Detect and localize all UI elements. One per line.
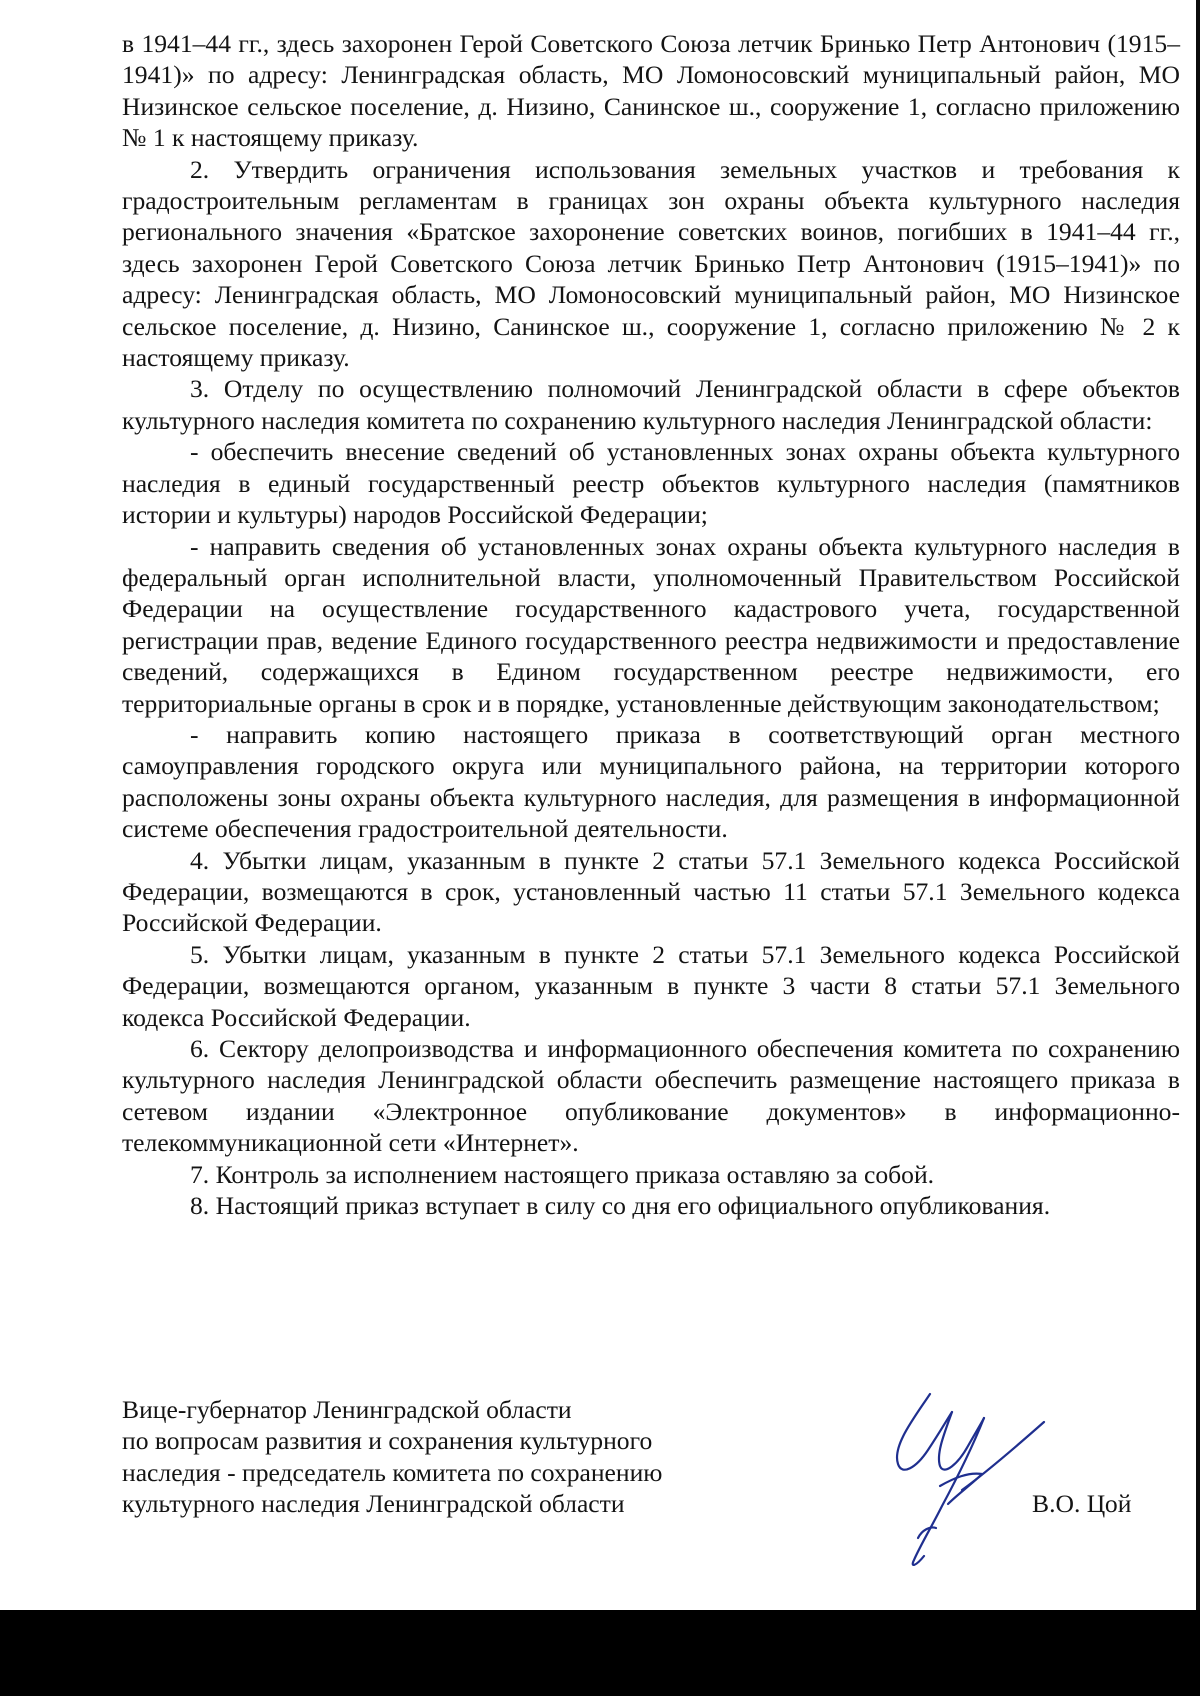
- paragraph-item-6: 6. Сектору делопроизводства и информационного обеспечения комитета по сохранению культурного наследия Ленинградской области обеспечить размещение настоящего приказа в сетевом издании «Электронное опубликование документов» в информационно-телекоммуникационной сети «Интернет».: [122, 1034, 1180, 1158]
- signatory-title-line: наследия - председатель комитета по сохранению: [122, 1457, 663, 1487]
- signatory-title-line: Вице-губернатор Ленинградской области: [122, 1395, 572, 1424]
- paragraph-subitem-cadastre: - направить сведения об установленных зонах охраны объекта культурного наследия в федеральный орган исполнительной власти, уполномоченный Правительством Российской Федерации на осуществление государственного кадастрового учета, государственной регистрации прав, ведение Единого государственного реестра недвижимости и предоставление сведений, содержащихся в Едином государственном реестре недвижимости, его территориальные органы в срок и в порядке, установленные действующим законодательством;: [122, 531, 1180, 718]
- signatory-title: [122, 1394, 762, 1520]
- paragraph-item-4: 4. Убытки лицам, указанным в пункте 2 статьи 57.1 Земельного кодекса Российской Федерации, возмещаются в срок, установленный частью 11 статьи 57.1 Земельного кодекса Российской Федерации.: [122, 845, 1180, 938]
- paragraph-item-5: 5. Убытки лицам, указанным в пункте 2 статьи 57.1 Земельного кодекса Российской Федерации, возмещаются органом, указанным в пункте 3 части 8 статьи 57.1 Земельного кодекса Российской Федерации.: [122, 939, 1180, 1032]
- signature-block: [122, 1394, 1180, 1594]
- signatory-title-line: культурного наследия Ленинградской области: [122, 1489, 625, 1519]
- document-body: [122, 28, 1180, 1221]
- signatory-title-line: по вопросам развития и сохранения культурного: [122, 1426, 653, 1456]
- paragraph-item-3: 3. Отделу по осуществлению полномочий Ленинградской области в сфере объектов культурного наследия комитета по сохранению культурного наследия Ленинградской области:: [122, 374, 1180, 435]
- handwritten-signature: [844, 1388, 1054, 1570]
- signatory-name: В.О. Цой: [1032, 1489, 1132, 1518]
- paragraph-item-2: 2. Утвердить ограничения использования земельных участков и требования к градостроительным регламентам в границах зон охраны объекта культурного наследия регионального значения «Братское захоронение советских воинов, погибших в 1941–44 гг., здесь захоронен Герой Советского Союза летчик Бринько Петр Антонович (1915–1941)» по адресу: Ленинградская область, МО Ломоносовский муниципальный район, МО Низинское сельское поселение, д. Низино, Санинское ш., сооружение 1, согласно приложению № 2 к настоящему приказу.: [122, 154, 1180, 373]
- paragraph-item-8: 8. Настоящий приказ вступает в силу со дня его официального опубликования.: [190, 1191, 1051, 1221]
- paragraph-subitem-copy: - направить копию настоящего приказа в соответствующий орган местного самоуправления городского округа или муниципального района, на территории которого расположены зоны охраны объекта культурного наследия, для размещения в информационной системе обеспечения градостроительной деятельности.: [122, 719, 1180, 844]
- paragraph-item-7: 7. Контроль за исполнением настоящего приказа оставляю за собой.: [190, 1159, 935, 1189]
- scan-border: [0, 1610, 1200, 1696]
- paragraph-subitem-registry: - обеспечить внесение сведений об установленных зонах охраны объекта культурного наследия в единый государственный реестр объектов культурного наследия (памятников истории и культуры) народов Российской Федерации;: [122, 437, 1180, 530]
- scan-edge: [1196, 0, 1200, 1610]
- paragraph-continuation: в 1941–44 гг., здесь захоронен Герой Советского Союза летчик Бринько Петр Антонович (1915–1941)» по адресу: Ленинградская область, МО Ломоносовский муниципальный район, МО Низинское сельское поселение, д. Низино, Санинское ш., сооружение 1, согласно приложению № 1 к настоящему приказу.: [122, 29, 1180, 153]
